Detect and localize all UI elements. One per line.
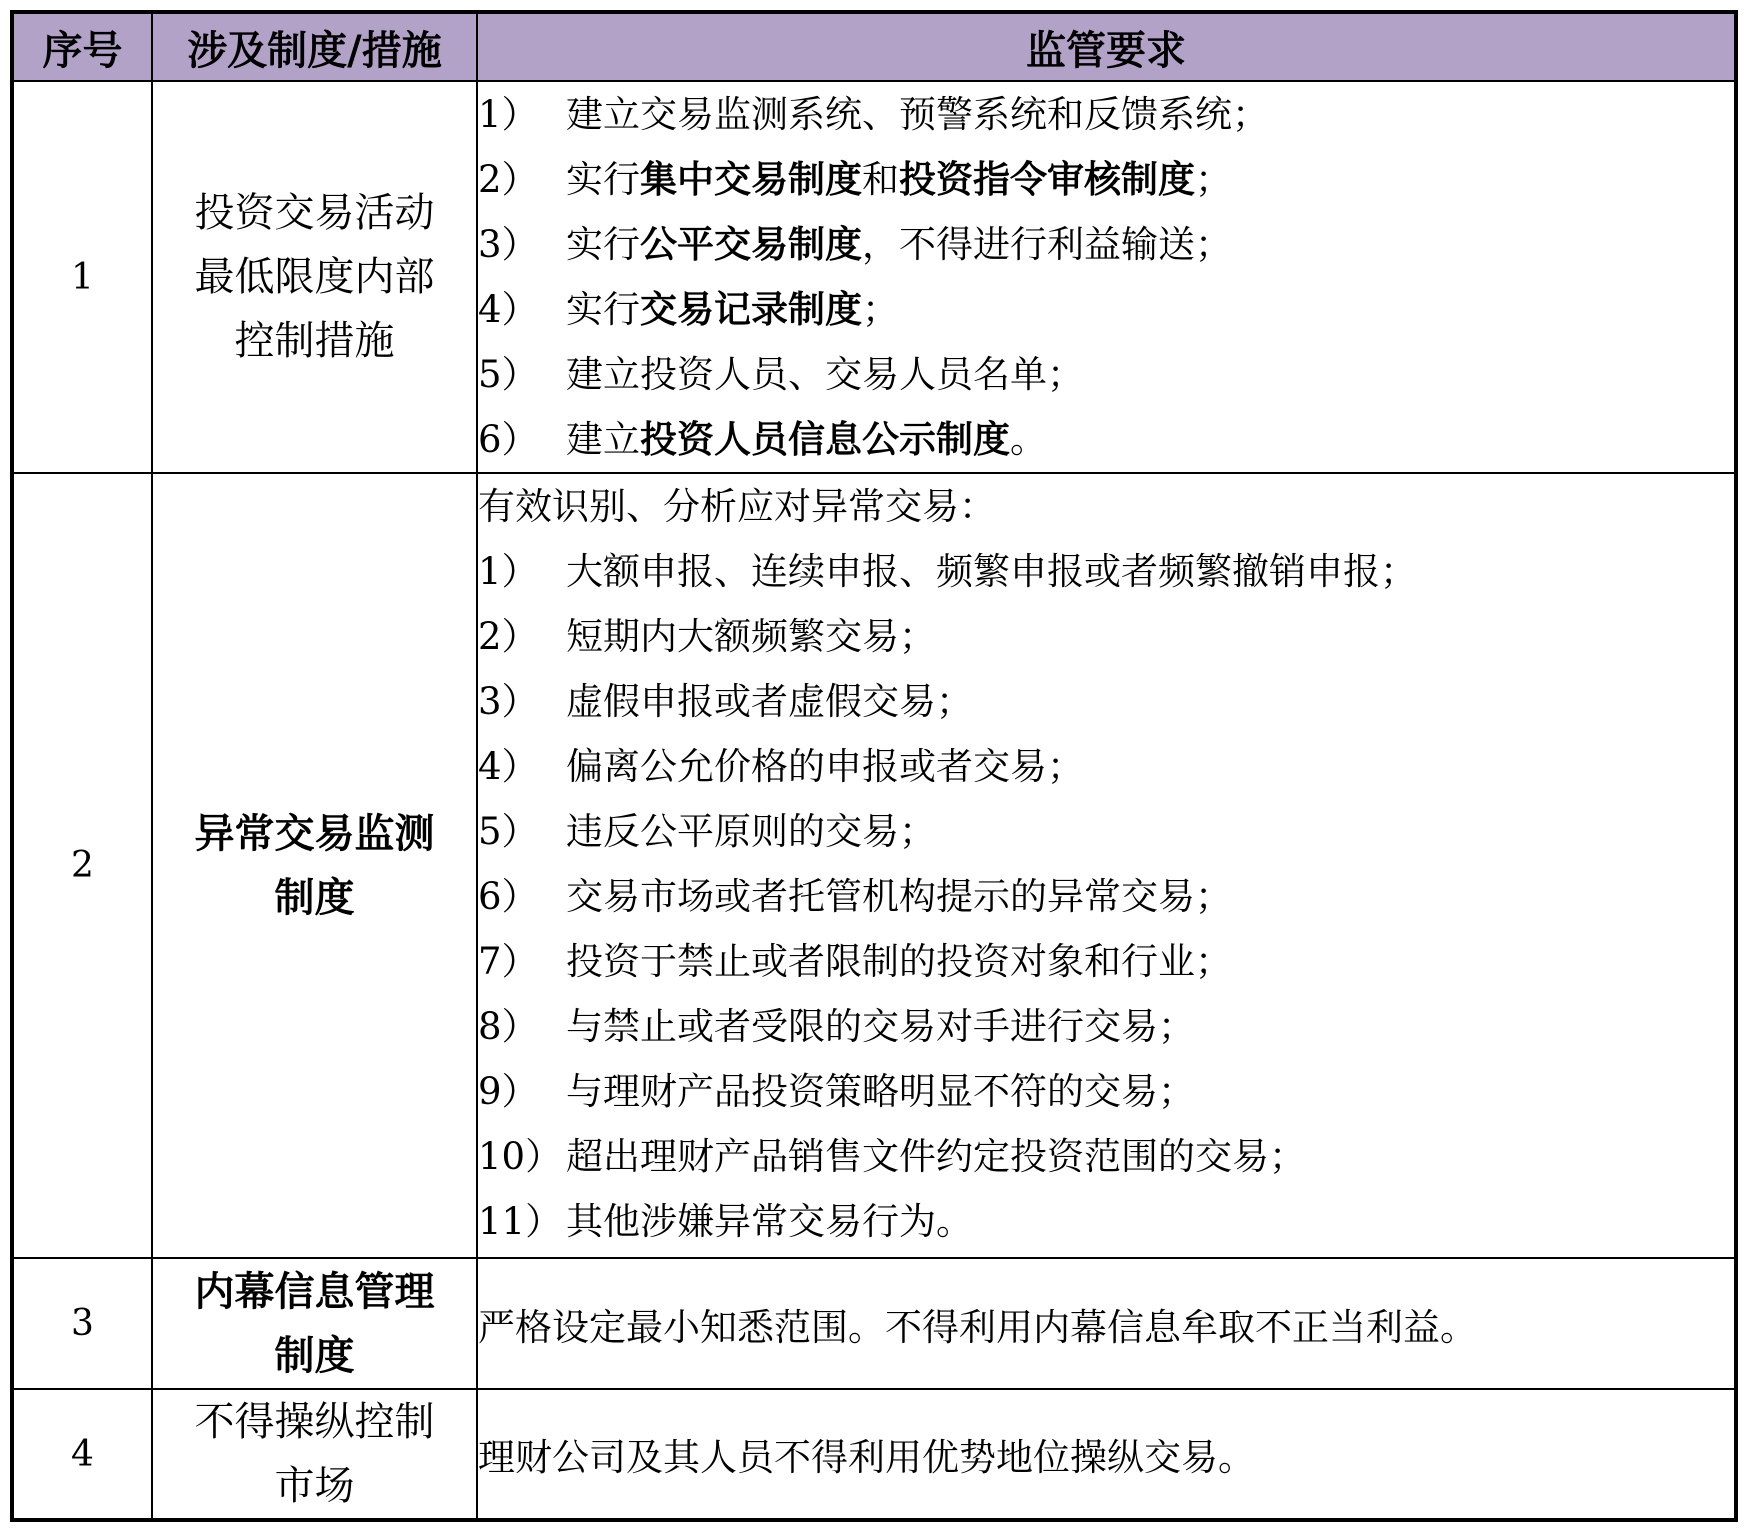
- row-requirements: [477, 473, 1736, 1258]
- list-item: [478, 929, 1734, 994]
- list-item: [478, 82, 1734, 147]
- item-text: 大额申报、连续申报、频繁申报或者频繁撤销申报；: [566, 550, 1417, 593]
- item-number: 10）: [478, 1135, 563, 1178]
- item-text: ；: [862, 288, 899, 331]
- item-number: 2）: [478, 158, 539, 201]
- item-number: 6）: [478, 875, 539, 918]
- item-text: 建立交易监测系统、预警系统和反馈系统；: [566, 93, 1269, 136]
- item-number: 1）: [478, 93, 539, 136]
- item-text: 。: [1010, 418, 1047, 461]
- list-item: [478, 669, 1734, 734]
- item-number: 3）: [478, 223, 539, 266]
- item-number: 6）: [478, 418, 539, 461]
- item-text: 其他涉嫌异常交易行为。: [566, 1200, 973, 1243]
- topic-line: 内幕信息管理: [194, 1268, 435, 1315]
- list-item: [478, 604, 1734, 669]
- list-item: [478, 734, 1734, 799]
- list-intro: 有效识别、分析应对异常交易：: [478, 485, 996, 528]
- item-text-bold: 投资指令审核制度: [899, 158, 1195, 201]
- row-topic: [152, 1258, 477, 1389]
- item-number: 5）: [478, 810, 539, 853]
- item-text: 虚假申报或者虚假交易；: [566, 680, 973, 723]
- topic-line: 最低限度内部: [194, 254, 435, 300]
- list-item: [478, 147, 1734, 212]
- item-number: 1）: [478, 550, 539, 593]
- regulation-table: [10, 10, 1738, 1522]
- table-row: [12, 1258, 1736, 1389]
- item-number: 2）: [478, 615, 539, 658]
- row-topic: [152, 81, 477, 473]
- item-number: 3）: [478, 680, 539, 723]
- header-requirements: 监管要求: [477, 12, 1736, 81]
- row-requirements: 严格设定最小知悉范围。不得利用内幕信息牟取不正当利益。: [477, 1258, 1736, 1389]
- item-text: 违反公平原则的交易；: [566, 810, 936, 853]
- item-text-bold: 交易记录制度: [640, 288, 862, 331]
- list-item: [478, 1059, 1734, 1124]
- item-text: 和: [862, 158, 899, 201]
- item-text: ，不得进行利益输送；: [862, 223, 1232, 266]
- list-item: [478, 1124, 1734, 1189]
- item-number: 7）: [478, 940, 539, 983]
- table-row: [12, 1389, 1736, 1520]
- item-text: 交易市场或者托管机构提示的异常交易；: [566, 875, 1232, 918]
- table-header-row: [12, 12, 1736, 81]
- list-item: [478, 407, 1734, 472]
- item-text: 建立投资人员、交易人员名单；: [566, 353, 1084, 396]
- topic-line: 不得操纵控制: [194, 1399, 435, 1445]
- item-text: 与理财产品投资策略明显不符的交易；: [566, 1070, 1195, 1113]
- item-text: 短期内大额频繁交易；: [566, 615, 936, 658]
- row-topic: [152, 1389, 477, 1520]
- row-topic: [152, 473, 477, 1258]
- list-item: [478, 1189, 1734, 1254]
- row-number: 3: [12, 1258, 152, 1389]
- list-item: [478, 994, 1734, 1059]
- row-number: 4: [12, 1389, 152, 1520]
- table-row: [12, 81, 1736, 473]
- list-item: [478, 342, 1734, 407]
- item-text: 投资于禁止或者限制的投资对象和行业；: [566, 940, 1232, 983]
- header-topic: 涉及制度/措施: [152, 12, 477, 81]
- topic-line: 异常交易监测: [194, 810, 435, 857]
- item-text-bold: 公平交易制度: [640, 223, 862, 266]
- item-text: 实行: [566, 223, 640, 266]
- item-text: 偏离公允价格的申报或者交易；: [566, 745, 1084, 788]
- item-text: 实行: [566, 158, 640, 201]
- item-text: 超出理财产品销售文件约定投资范围的交易；: [566, 1135, 1306, 1178]
- topic-line: 制度: [274, 874, 355, 921]
- item-number: 4）: [478, 288, 539, 331]
- topic-line: 投资交易活动: [194, 190, 435, 236]
- list-item: [478, 212, 1734, 277]
- row-number: 1: [12, 81, 152, 473]
- item-text: 建立: [566, 418, 640, 461]
- item-number: 11）: [478, 1200, 563, 1243]
- list-item: [478, 539, 1734, 604]
- list-item: [478, 799, 1734, 864]
- row-requirements: [477, 81, 1736, 473]
- topic-line: 制度: [274, 1332, 355, 1379]
- row-number: 2: [12, 473, 152, 1258]
- list-item: [478, 277, 1734, 342]
- item-number: 9）: [478, 1070, 539, 1113]
- header-num: 序号: [12, 12, 152, 81]
- item-number: 5）: [478, 353, 539, 396]
- topic-line: 市场: [274, 1463, 355, 1509]
- item-number: 8）: [478, 1005, 539, 1048]
- row-requirements: 理财公司及其人员不得利用优势地位操纵交易。: [477, 1389, 1736, 1520]
- item-text: 与禁止或者受限的交易对手进行交易；: [566, 1005, 1195, 1048]
- table-row: [12, 473, 1736, 1258]
- topic-line: 控制措施: [234, 318, 395, 364]
- list-item: [478, 864, 1734, 929]
- item-text: 实行: [566, 288, 640, 331]
- item-text-bold: 投资人员信息公示制度: [640, 418, 1010, 461]
- item-text-bold: 集中交易制度: [640, 158, 862, 201]
- item-text: ；: [1195, 158, 1232, 201]
- item-number: 4）: [478, 745, 539, 788]
